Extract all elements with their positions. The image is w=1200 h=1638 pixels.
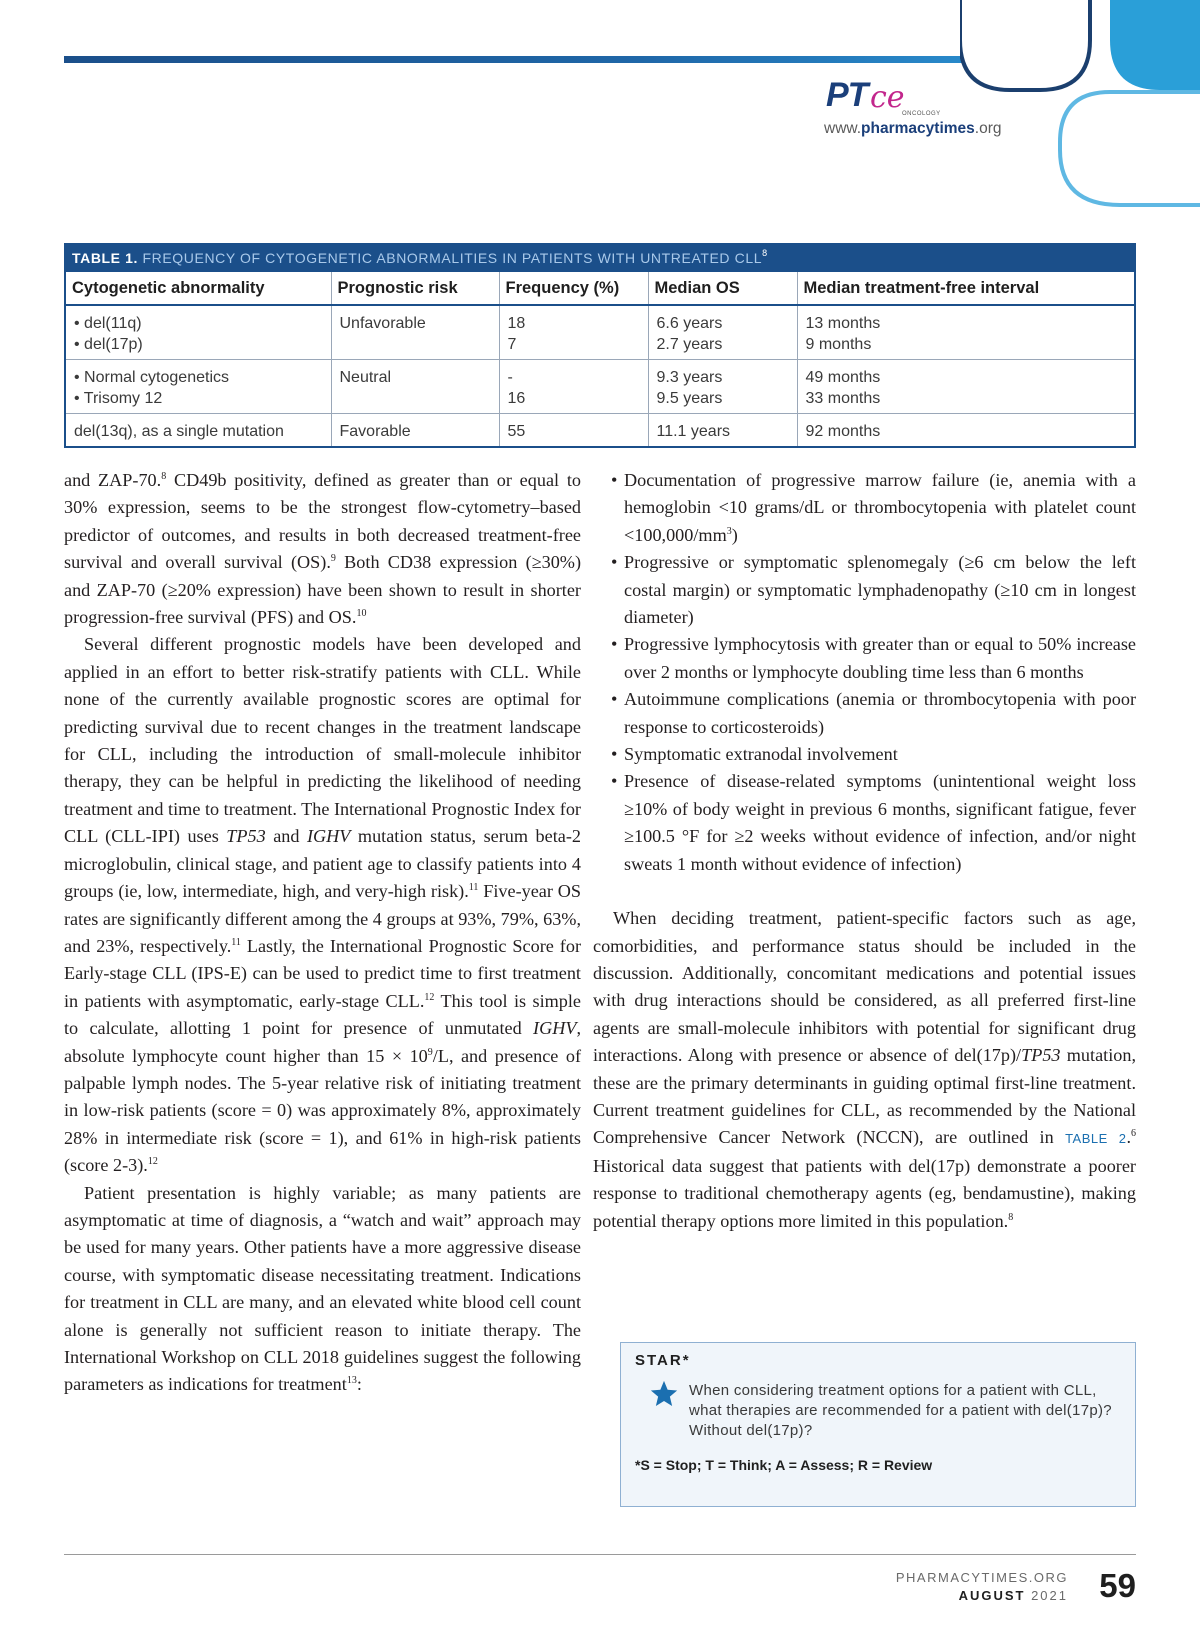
- left-column: [64, 467, 581, 1399]
- paragraph-left-2: Several different prognostic models have been developed and applied in an effort to better risk-stratify patients with CLL. While none of the currently available prognostic scores are optimal for predicting survival due to recent changes in the treatment landscape for CLL, including the introduction of small-molecule inhibitor therapy, they can be helpful in predicting the likelihood of needing treatment and time to treatment. The International Prognostic Index for CLL (CLL-IPI) uses TP53 and IGHV mutation status, serum beta-2 microglobulin, clinical stage, and patient age to classify patients into 4 groups (ie, low, intermediate, high, and very-high risk).$^{11}$ Five-year OS rates are significantly different among the 4 groups at 93%, 79%, 63%, and 23%, respectively.$^{11}$ Lastly, the International Prognostic Score for Early-stage CLL (IPS-E) can be used to predict time to first treatment in patients with asymptomatic, early-stage CLL.$^{12}$ This tool is simple to calculate, allotting 1 point for presence of unmutated IGHV, absolute lymphocyte count higher than $15 \times 10^9/L$, and presence of palpable lymph nodes. The 5-year relative risk of initiating treatment in low-risk patients (score = 0) was approximately 8%, approximately 28% in intermediate risk (score = 1), and 61% in high-risk patients (score 2-3).$^{12}$: [64, 634, 582, 1176]
- cytogenetics-table: [66, 272, 1134, 446]
- table-cell-median-os: 11.1 years: [648, 414, 797, 447]
- list-item: • Documentation of progressive marrow failure (ie, anemia with a hemoglobin <10 grams/dL or thrombocytopenia with platelet count $<100,000/mm^3$): [593, 467, 1136, 549]
- list-item: • Progressive lymphocytosis with greater than or equal to 50% increase over 2 months or lymphocyte doubling time less than 6 months: [593, 631, 1136, 686]
- table-header-row: [66, 272, 1134, 305]
- star-heading: STAR*: [635, 1352, 691, 1369]
- table-cell-risk: Favorable: [331, 414, 499, 447]
- table-row: [66, 360, 1134, 414]
- list-item: • Presence of disease-related symptoms (unintentional weight loss ≥10% of body weight in previous 6 months, significant fatigue, fever ≥100.5 °F for ≥2 weeks without evidence of infection, and/or night sweats 1 month without evidence of infection): [593, 768, 1136, 878]
- table-cell-abnormality: • Normal cytogenetics • Trisomy 12: [66, 360, 331, 414]
- table-caption: TABLE 1. FREQUENCY OF CYTOGENETIC ABNORMALITIES IN PATIENTS WITH UNTREATED CLL$^8$: [66, 245, 1134, 272]
- list-item: • Autoimmune complications (anemia or thrombocytopenia with poor response to corticosteroids): [593, 686, 1136, 741]
- column-header: Frequency (%): [499, 272, 648, 305]
- table-cell-frequency: - 16: [499, 360, 648, 414]
- table-cell-tfi: 13 months 9 months: [797, 305, 1134, 360]
- treatment-indications-list: [593, 467, 1136, 878]
- table-row: [66, 414, 1134, 447]
- table-cell-frequency: 18 7: [499, 305, 648, 360]
- table-cell-risk: Neutral: [331, 360, 499, 414]
- ptce-logo: [820, 76, 1040, 146]
- table-row: [66, 305, 1134, 360]
- table-cell-abnormality: • del(11q) • del(17p): [66, 305, 331, 360]
- footer-site: PHARMACYTIMES.ORG: [895, 1570, 1068, 1585]
- site-url[interactable]: www.pharmacytimes.org: [824, 120, 1002, 137]
- paragraph-left-3: Patient presentation is highly variable; as many patients are asymptomatic at time of diagnosis, a “watch and wait” approach may be used for many years. Other patients have a more aggressive disease course, with symptomatic disease necessitating treatment. Indications for treatment in CLL are many, and an elevated white blood cell count alone is generally not sufficient reason to initiate therapy. The International Workshop on CLL 2018 guidelines suggest the following parameters as indications for treatment$^{13}$:: [64, 1182, 581, 1395]
- header-rule: [64, 56, 1024, 63]
- table-body: [66, 305, 1134, 446]
- paragraph-right-1: When deciding treatment, patient-specific factors such as age, comorbidities, and performance status should be included in the discussion. Additionally, concomitant medications and potential issues with drug interactions should be considered, as all preferred first-line agents are small-molecule inhibitors with potential for significant drug interactions. Along with presence or absence of del(17p)/TP53 mutation, these are the primary determinants in guiding optimal first-line treatment. Current treatment guidelines for CLL, as recommended by the National Comprehensive Cancer Network (NCCN), are outlined in TABLE 2.$^6$ Historical data suggest that patients with del(17p) demonstrate a poorer response to traditional chemotherapy agents (eg, bendamustine), making potential therapy options more limited in this population.$^8$: [593, 908, 1136, 1231]
- table-cell-tfi: 49 months 33 months: [797, 360, 1134, 414]
- star-question: When considering treatment options for a patient with CLL, what therapies are recommended for a patient with del(17p)? Without del(17p)?: [689, 1382, 1112, 1439]
- star-box: [620, 1342, 1136, 1507]
- table-cell-median-os: 6.6 years 2.7 years: [648, 305, 797, 360]
- column-header: Prognostic risk: [331, 272, 499, 305]
- list-item: • Progressive or symptomatic splenomegaly (≥6 cm below the left costal margin) or symptomatic lymphadenopathy (≥10 cm in longest diameter): [593, 549, 1136, 631]
- column-header: Median treatment-free interval: [797, 272, 1134, 305]
- table-cell-frequency: 55: [499, 414, 648, 447]
- table-1: [64, 243, 1136, 448]
- logo-ce: ce: [870, 80, 905, 115]
- logo-oncology: ONCOLOGY: [902, 111, 941, 117]
- right-column: [593, 467, 1136, 1235]
- star-icon: [649, 1379, 679, 1409]
- column-header: Cytogenetic abnormality: [66, 272, 331, 305]
- column-header: Median OS: [648, 272, 797, 305]
- star-footnote: *S = Stop; T = Think; A = Assess; R = Review: [635, 1457, 933, 1473]
- footer-rule: [64, 1554, 1136, 1555]
- table-cell-risk: Unfavorable: [331, 305, 499, 360]
- table-cell-tfi: 92 months: [805, 423, 881, 440]
- list-item: • Symptomatic extranodal involvement: [593, 741, 1136, 768]
- page-number: 59: [1099, 1567, 1136, 1604]
- paragraph-left-1: and ZAP-70.$^8$ CD49b positivity, defined as greater than or equal to 30% expression, seems to be the strongest flow-cytometry–based predictor of outcomes, and results in both decreased treatment-free survival and overall survival (OS).$^9$ Both CD38 expression (≥30%) and ZAP-70 (≥20% expression) have been shown to result in shorter progression-free survival (PFS) and OS.$^{10}$: [64, 470, 581, 628]
- table-cell-median-os: 9.3 years 9.5 years: [648, 360, 797, 414]
- logo-pt: PT: [826, 76, 868, 114]
- footer-date: AUGUST 2021: [958, 1588, 1068, 1603]
- table-cell-abnormality: del(13q), as a single mutation: [66, 414, 331, 447]
